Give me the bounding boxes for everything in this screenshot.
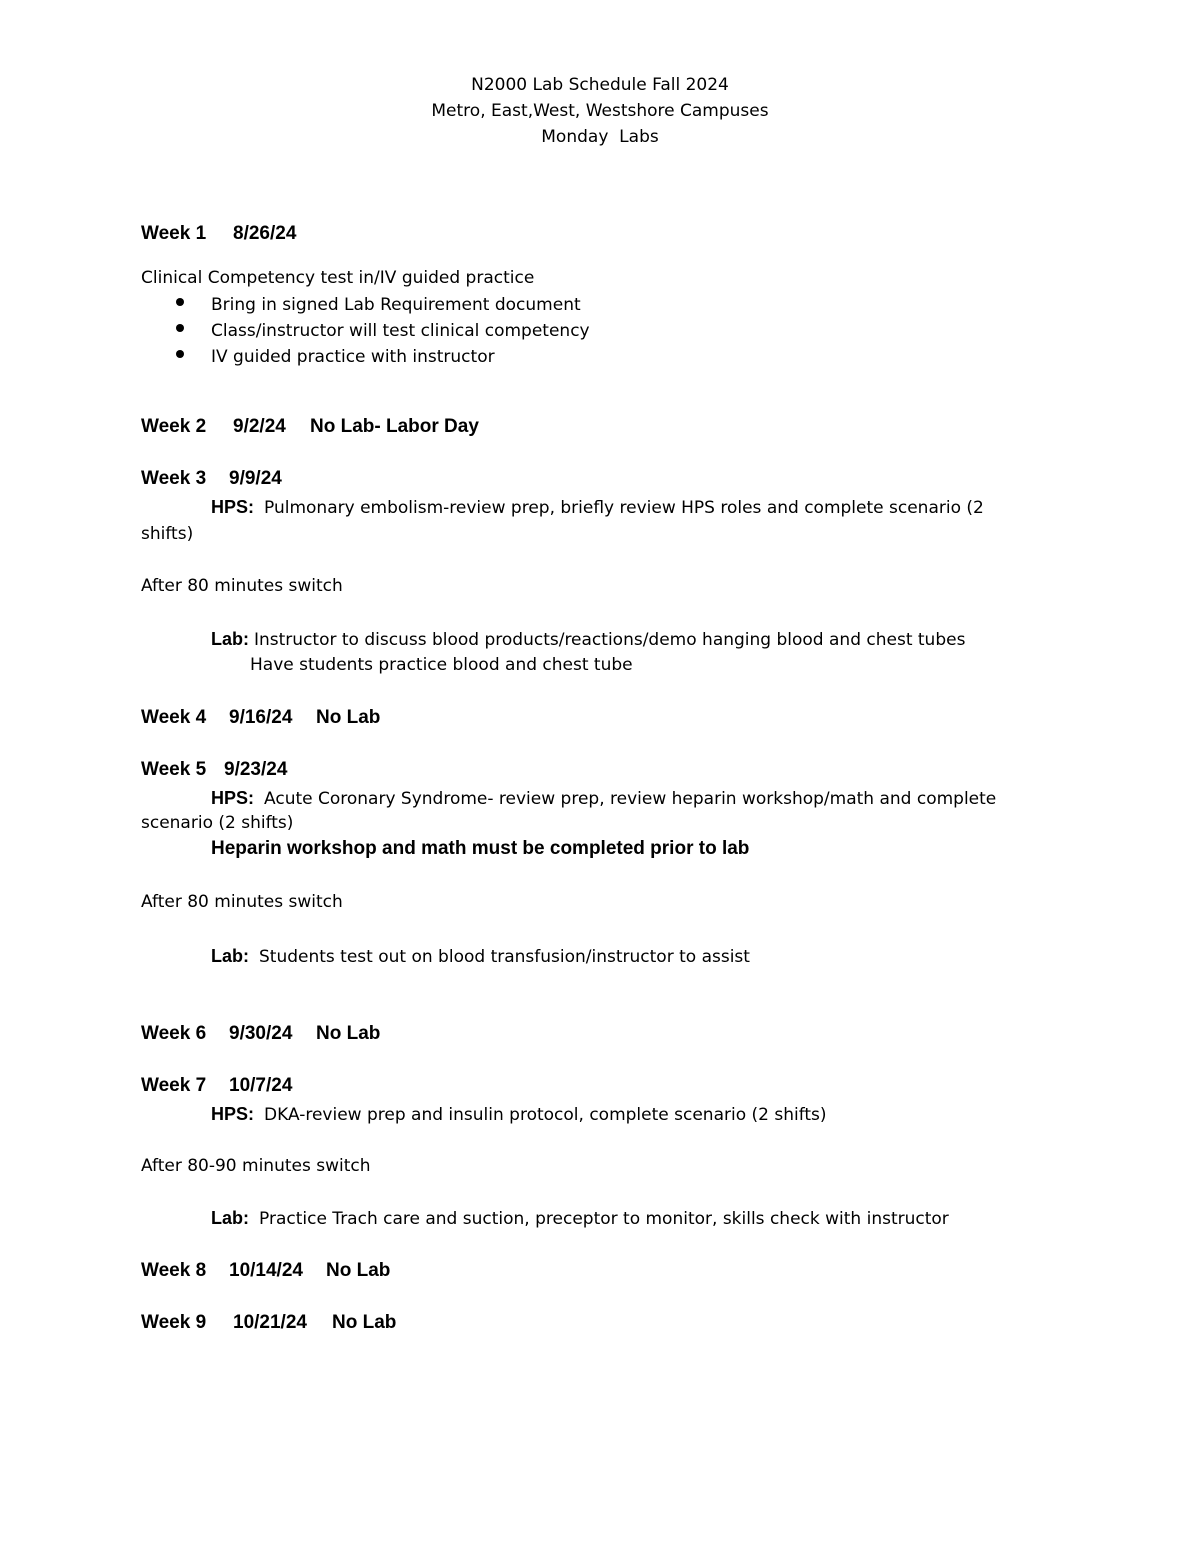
hps-label: HPS: [211, 788, 255, 808]
week-date: 10/7/24 [229, 1075, 293, 1096]
lab-label: Lab: [211, 629, 249, 649]
week-label: Week 2 [141, 416, 207, 437]
week-7-hps-line [211, 1103, 827, 1126]
lab-text: Students test out on blood transfusion/instructor to assist [259, 947, 750, 967]
week-9-heading [141, 1312, 396, 1334]
lab-text: Instructor to discuss blood products/reactions/demo hanging blood and chest tubes [254, 630, 966, 650]
lab-label: Lab: [211, 1208, 249, 1228]
week-7-heading [141, 1075, 292, 1097]
day-line: Monday Labs [541, 127, 659, 147]
hps-label: HPS: [211, 497, 255, 517]
week-date: 9/23/24 [224, 759, 288, 780]
week-date: 9/30/24 [229, 1023, 293, 1044]
week-1-bullet-1: Bring in signed Lab Requirement document [211, 295, 581, 315]
week-label: Week 9 [141, 1312, 207, 1333]
week-5-warning: Heparin workshop and math must be completed prior to lab [211, 838, 750, 859]
week-5-switch: After 80 minutes switch [141, 892, 343, 912]
week-7-lab-line [211, 1207, 949, 1230]
lab-label: Lab: [211, 946, 249, 966]
week-3-lab-line [211, 628, 965, 651]
week-3-lab-continuation: Have students practice blood and chest tube [250, 655, 633, 675]
week-label: Week 6 [141, 1023, 207, 1044]
week-4-heading [141, 707, 380, 729]
week-1-bullet-3: IV guided practice with instructor [211, 347, 495, 367]
week-6-heading [141, 1023, 380, 1045]
week-date: 9/9/24 [229, 468, 282, 489]
week-3-hps-continuation: shifts) [141, 524, 194, 544]
week-5-hps-line [211, 787, 996, 810]
week-label: Week 5 [141, 759, 207, 780]
hps-label: HPS: [211, 1104, 255, 1124]
hps-text: DKA-review prep and insulin protocol, complete scenario (2 shifts) [264, 1105, 827, 1125]
week-note: No Lab- Labor Day [310, 416, 479, 437]
week-7-switch: After 80-90 minutes switch [141, 1156, 371, 1176]
campuses-line: Metro, East,West, Westshore Campuses [431, 101, 769, 121]
week-label: Week 8 [141, 1260, 207, 1281]
week-label: Week 4 [141, 707, 207, 728]
week-label: Week 3 [141, 468, 207, 489]
week-2-heading [141, 416, 479, 438]
week-date: 9/16/24 [229, 707, 293, 728]
bullet-icon [176, 324, 184, 332]
hps-text: Acute Coronary Syndrome- review prep, review heparin workshop/math and complete [264, 789, 997, 809]
week-note: No Lab [326, 1260, 391, 1281]
week-5-lab-line [211, 945, 750, 968]
hps-text: Pulmonary embolism-review prep, briefly review HPS roles and complete scenario (2 [264, 498, 984, 518]
week-3-heading [141, 468, 282, 490]
week-3-switch: After 80 minutes switch [141, 576, 343, 596]
week-label: Week 1 [141, 223, 207, 244]
document-title: N2000 Lab Schedule Fall 2024 [471, 75, 729, 95]
bullet-icon [176, 298, 184, 306]
week-note: No Lab [316, 707, 381, 728]
week-date: 8/26/24 [233, 223, 297, 244]
week-1-bullet-2: Class/instructor will test clinical competency [211, 321, 590, 341]
week-note: No Lab [332, 1312, 397, 1333]
week-3-hps-line [211, 496, 984, 519]
lab-text: Practice Trach care and suction, preceptor to monitor, skills check with instructor [259, 1209, 949, 1229]
week-note: No Lab [316, 1023, 381, 1044]
week-5-heading [141, 759, 287, 781]
week-1-heading [141, 223, 296, 245]
week-date: 10/21/24 [233, 1312, 307, 1333]
week-date: 10/14/24 [229, 1260, 303, 1281]
week-label: Week 7 [141, 1075, 207, 1096]
week-8-heading [141, 1260, 390, 1282]
bullet-icon [176, 350, 184, 358]
week-1-intro: Clinical Competency test in/IV guided practice [141, 268, 535, 288]
week-date: 9/2/24 [233, 416, 286, 437]
week-5-hps-continuation: scenario (2 shifts) [141, 813, 294, 833]
